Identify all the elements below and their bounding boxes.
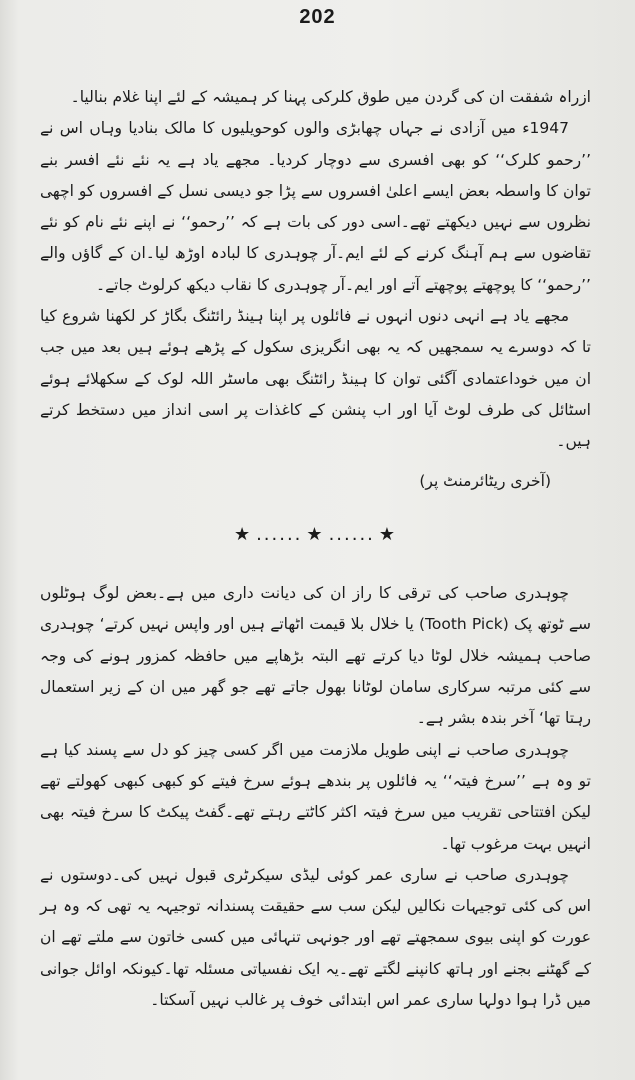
paragraph: چوہدری صاحب نے ساری عمر کوئی لیڈی سیکرٹری قبول نہیں کی۔دوستوں نے اس کی کئی توجیہات نکالیں لیکن سب سے حقیقت پسندانہ توجیہہ یہ تھی کہ وہ ہر عورت کو اپنی بیوی سمجھتے تھے اور جونہی تنہائی میں کسی خاتون سے ملتے تھے ان کے گھٹنے بجنے اور ہاتھ کانپنے لگتے تھے۔یہ ایک نفسیاتی مسئلہ تھا۔کیونکہ اوائل جوانی میں ڈرا ہوا دولہا ساری عمر اس ابتدائی خوف پر غالب نہیں آسکتا۔ (40, 865, 591, 1010)
paragraph: 1947ء میں آزادی نے جہاں چھابڑی والوں کوحویلیوں کا مالک بنادیا وہاں اس نے ’’رحمو کلرک‘‘ کو بھی افسری سے دوچار کردیا۔ مجھے یاد ہے یہ نئے نئے افسر بنے توان کا واسطہ بعض ایسے اعلیٰ افسروں سے پڑا جو دیسی نسل کے افسروں کو اچھی نظروں سے نہیں دیکھتے تھے۔اسی دور کی بات ہے کہ ’’رحمو‘‘ نے اپنے نئے نام کو نئے تقاضوں سے ہم آہنگ کرنے کے لئے ایم۔آر چوہدری کا لبادہ اوڑھ لیا۔ان کے گاؤں والے ’’رحمو‘‘ کا پوچھتے پوچھتے آتے اور ایم۔آر چوہدری کا نقاب دیکھ کرلوٹ جاتے۔ (40, 119, 591, 294)
page-text (40, 82, 591, 1016)
star-icon: ★ (233, 523, 253, 545)
page-number: 202 (299, 6, 336, 28)
divider-dots: ...... (256, 523, 303, 545)
star-icon: ★ (378, 523, 398, 545)
paragraph: مجھے یاد ہے انہی دنوں انہوں نے فائلوں پر اپنا ہینڈ رائٹنگ بگاڑ کر لکھنا شروع کیا تا کہ دوسرے یہ سمجھیں کہ یہ بھی انگریزی سکول کے پڑھے ہوئے ہیں بعد میں جب ان میں خوداعتمادی آگئی توان کا ہینڈ رائٹنگ بھی ماسٹر اللہ لوک کے سکھلائے ہوئے اسٹائل کی طرف لوٹ آیا اور اب پنشن کے کاغذات پر اسی انداز میں دستخط کرتے ہیں۔ (40, 307, 591, 451)
signature-note: (آخری ریٹائرمنٹ پر) (419, 471, 551, 490)
divider-dots: ...... (328, 523, 375, 545)
section-divider (40, 519, 591, 550)
paragraph: چوہدری صاحب کی ترقی کا راز ان کی دیانت داری میں ہے۔بعض لوگ ہوٹلوں سے ٹوتھ پک (Tooth Pick) یا خلال بلا قیمت اٹھاتے ہیں اور واپس نہیں کرتے‘ چوہدری صاحب ہمیشہ خلال لوٹا دیا کرتے تھے البتہ بڑھاپے میں حافظہ کمزور ہونے کی وجہ سے کئی مرتبہ سرکاری سامان لوٹانا بھول جاتے تھے جو گھر میں ان کے زیر استعمال رہتا تھا‘ آخر بندہ بشر ہے۔ (40, 584, 591, 728)
star-icon: ★ (306, 523, 325, 545)
section-two (40, 578, 591, 1016)
paragraph: ازراہ شفقت ان کی گردن میں طوق کلرکی پہنا کر ہمیشہ کے لئے اپنا غلام بنالیا۔ (70, 88, 591, 106)
paragraph: چوہدری صاحب نے اپنی طویل ملازمت میں اگر کسی چیز کو دل سے پسند کیا ہے تو وہ ہے ’’سرخ فیتہ‘‘ یہ فائلوں پر بندھے ہوئے سرخ فیتے کو کبھی کبھی کھولتے تھے لیکن افتتاحی تقریب میں سرخ فیتہ اکثر کاٹتے رہتے تھے۔گفٹ پیکٹ کا سرخ فیتہ بھی انہیں بہت مرغوب تھا۔ (40, 740, 591, 853)
